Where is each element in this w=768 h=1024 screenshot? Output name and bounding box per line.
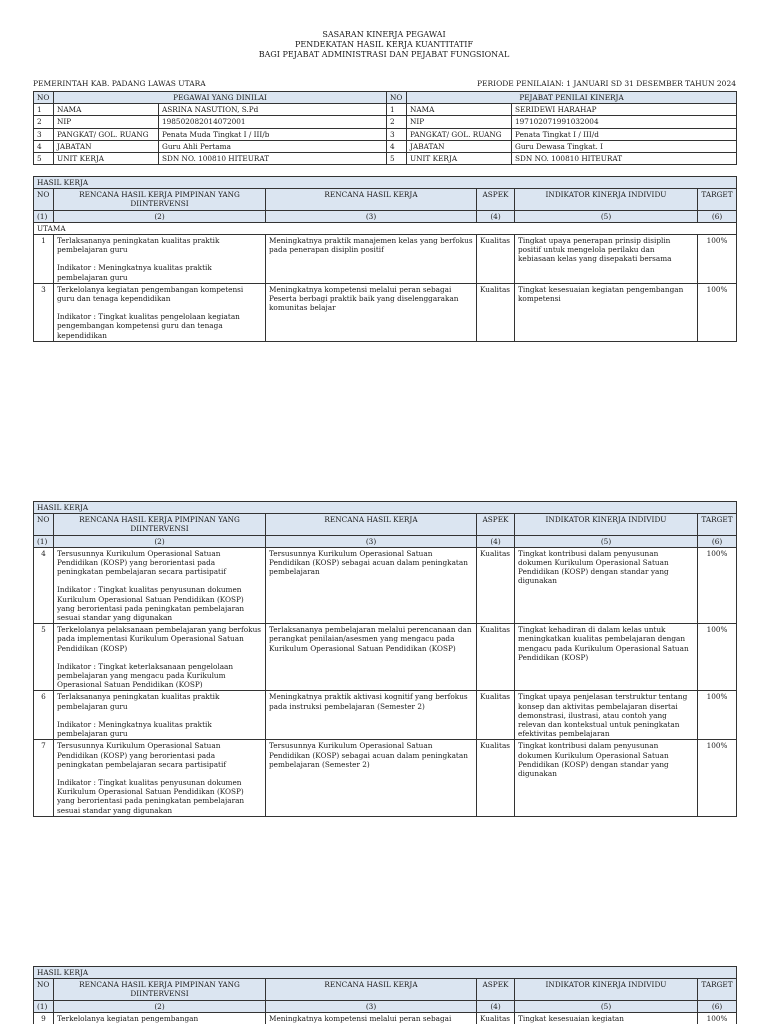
title-line-2: PENDEKATAN HASIL KERJA KUANTITATIF <box>294 40 474 49</box>
row-no: 3 <box>34 283 54 341</box>
iki-cell: Tingkat kontribusi dalam penyusunan dokumen Kurikulum Operasional Satuan Pendidikan (KOSP) dengan standar yang digunakan <box>515 740 698 816</box>
row-label: NIP <box>54 116 159 128</box>
col-target: TARGET <box>698 979 737 1000</box>
pegawai-row <box>34 116 737 128</box>
col-no: NO <box>34 979 54 1000</box>
no-header: NO <box>387 92 407 104</box>
rhk-pimpinan-cell <box>54 691 266 740</box>
pegawai-dinilai-header: PEGAWAI YANG DINILAI <box>54 92 387 104</box>
target-cell: 100% <box>698 1012 737 1024</box>
col-no: NO <box>34 189 54 210</box>
row-label: UNIT KERJA <box>54 153 159 165</box>
rhk-pimpinan-text: Tersusunnya Kurikulum Operasional Satuan Pendidikan (KOSP) yang berorientasi pada peningkatan pembelajaran secara partisipatif <box>57 741 227 769</box>
table-row <box>34 740 737 816</box>
row-value-left: Penata Muda Tingkat I / III/b <box>159 128 387 140</box>
col-indikator: INDIKATOR KINERJA INDIVIDU <box>515 189 698 210</box>
aspek-cell: Kualitas <box>477 691 515 740</box>
rhk-pimpinan-text: Terkelolanya kegiatan pengembangan kompetensi guru dan tenaga kependidikan <box>57 284 244 304</box>
pegawai-row <box>34 140 737 152</box>
col-rhk-pimpinan: RENCANA HASIL KERJA PIMPINAN YANG DIINTERVENSI <box>54 189 266 210</box>
rhk-pimpinan-text: Terlaksananya peningkatan kualitas praktik pembelajaran guru <box>57 692 220 711</box>
utama-label: UTAMA <box>34 222 737 234</box>
row-no: 5 <box>34 624 54 691</box>
column-header-row <box>34 979 737 1000</box>
row-no: 5 <box>387 153 407 165</box>
aspek-cell: Kualitas <box>477 235 515 284</box>
no-header: NO <box>34 92 54 104</box>
rhk-cell: Meningkatnya praktik manajemen kelas yang berfokus pada penerapan disiplin positif <box>266 235 477 284</box>
column-number-row <box>34 535 737 547</box>
iki-cell: Tingkat kesesuaian kegiatan <box>515 1012 698 1024</box>
col-num: (2) <box>54 535 266 547</box>
col-num: (6) <box>698 535 737 547</box>
target-cell: 100% <box>698 691 737 740</box>
aspek-cell: Kualitas <box>477 624 515 691</box>
aspek-cell: Kualitas <box>477 740 515 816</box>
col-num: (4) <box>477 210 515 222</box>
target-cell: 100% <box>698 283 737 341</box>
column-header-row <box>34 514 737 535</box>
table-row <box>34 1012 737 1024</box>
indikator-pimpinan-text: Indikator : Tingkat kualitas penyusunan dokumen Kurikulum Operasional Satuan Pendidikan (KOSP) yang berorientasi pada peningkatan pembelajaran sesuai standar yang digunakan <box>57 585 245 623</box>
meta-row <box>33 79 736 88</box>
target-cell: 100% <box>698 547 737 623</box>
row-label: UNIT KERJA <box>407 153 512 165</box>
aspek-cell: Kualitas <box>477 1012 515 1024</box>
row-value-left: SDN NO. 100810 HITEURAT <box>159 153 387 165</box>
col-rhk-pimpinan: RENCANA HASIL KERJA PIMPINAN YANG DIINTERVENSI <box>54 514 266 535</box>
indikator-pimpinan-text: Indikator : Tingkat kualitas penyusunan dokumen Kurikulum Operasional Satuan Pendidikan (KOSP) yang berorientasi pada peningkatan pembelajaran sesuai standar yang digunakan <box>57 778 245 815</box>
section-title: HASIL KERJA <box>34 502 737 514</box>
hasil-kerja-table-2 <box>33 501 737 817</box>
row-no: 4 <box>387 140 407 152</box>
col-num: (4) <box>477 1000 515 1012</box>
row-value-right: 197102071991032004 <box>512 116 737 128</box>
col-num: (6) <box>698 210 737 222</box>
row-no: 7 <box>34 740 54 816</box>
col-num: (1) <box>34 535 54 547</box>
col-num: (1) <box>34 1000 54 1012</box>
column-number-row <box>34 1000 737 1012</box>
hasil-kerja-table-3 <box>33 966 737 1024</box>
row-no: 3 <box>387 128 407 140</box>
col-num: (3) <box>266 535 477 547</box>
indikator-pimpinan-text: Indikator : Meningkatnya kualitas praktik pembelajaran guru <box>57 719 212 739</box>
row-no: 1 <box>34 104 54 116</box>
rhk-pimpinan-text: Terkelolanya pelaksanaan pembelajaran yang berfokus pada implementasi Kurikulum Operasional Satuan Pendidikan (KOSP) <box>57 625 262 653</box>
hasil-kerja-table-1 <box>33 176 737 342</box>
row-value-right: Penata Tingkat I / III/d <box>512 128 737 140</box>
row-value-left: 198502082014072001 <box>159 116 387 128</box>
row-value-left: Guru Ahli Pertama <box>159 140 387 152</box>
rhk-pimpinan-cell <box>54 624 266 691</box>
table-row <box>34 691 737 740</box>
table-row <box>34 547 737 623</box>
target-cell: 100% <box>698 235 737 284</box>
indikator-pimpinan-text: Indikator : Meningkatnya kualitas praktik pembelajaran guru <box>57 263 212 282</box>
row-value-right: SDN NO. 100810 HITEURAT <box>512 153 737 165</box>
iki-cell: Tingkat kehadiran di dalam kelas untuk meningkatkan kualitas pembelajaran dengan mengacu pada Kurikulum Operasional Satuan Pendidikan (KOSP) <box>515 624 698 691</box>
col-num: (3) <box>266 210 477 222</box>
document-title <box>0 30 768 60</box>
row-no: 4 <box>34 547 54 623</box>
iki-cell: Tingkat upaya penerapan prinsip disiplin positif untuk mengelola perilaku dan kebiasaan kelas yang disepakati bersama <box>515 235 698 284</box>
col-num: (2) <box>54 210 266 222</box>
col-target: TARGET <box>698 189 737 210</box>
column-number-row <box>34 210 737 222</box>
row-label: PANGKAT/ GOL. RUANG <box>407 128 512 140</box>
indikator-pimpinan-text: Indikator : Tingkat keterlaksanaan pengelolaan pembelajaran yang mengacu pada Kurikulum Operasional Satuan Pendidikan (KOSP) <box>57 661 234 690</box>
row-label: NAMA <box>54 104 159 116</box>
title-line-1: SASARAN KINERJA PEGAWAI <box>322 30 446 39</box>
col-num: (5) <box>515 210 698 222</box>
col-num: (4) <box>477 535 515 547</box>
col-num: (1) <box>34 210 54 222</box>
col-indikator: INDIKATOR KINERJA INDIVIDU <box>515 514 698 535</box>
row-no: 5 <box>34 153 54 165</box>
iki-cell: Tingkat upaya penjelasan terstruktur tentang konsep dan aktivitas pembelajaran disertai demonstrasi, ilustrasi, atau contoh yang relevan dan kontekstual untuk peningkatan efektivitas pembelajaran <box>515 691 698 740</box>
rhk-cell: Meningkatnya kompetensi melalui peran sebagai <box>266 1012 477 1024</box>
rhk-cell: Terlaksananya pembelajaran melalui perencanaan dan perangkat penilaian/asesmen yang mengacu pada Kurikulum Operasional Satuan Pendidikan (KOSP) <box>266 624 477 691</box>
col-num: (3) <box>266 1000 477 1012</box>
rhk-pimpinan-text: Tersusunnya Kurikulum Operasional Satuan Pendidikan (KOSP) yang berorientasi pada peningkatan pembelajaran secara partisipatif <box>57 548 227 577</box>
rhk-cell: Tersusunnya Kurikulum Operasional Satuan Pendidikan (KOSP) sebagai acuan dalam peningkatan pembelajaran <box>266 547 477 623</box>
rhk-pimpinan-cell: Terkelolanya kegiatan pengembangan <box>54 1012 266 1024</box>
row-no: 1 <box>34 235 54 284</box>
aspek-cell: Kualitas <box>477 547 515 623</box>
col-aspek: ASPEK <box>477 189 515 210</box>
title-line-3: BAGI PEJABAT ADMINISTRASI DAN PEJABAT FUNGSIONAL <box>258 50 510 59</box>
rhk-pimpinan-cell <box>54 283 266 341</box>
row-no: 3 <box>34 128 54 140</box>
col-aspek: ASPEK <box>477 979 515 1000</box>
row-no: 9 <box>34 1012 54 1024</box>
col-rhk: RENCANA HASIL KERJA <box>266 514 477 535</box>
iki-cell: Tingkat kesesuaian kegiatan pengembangan kompetensi <box>515 283 698 341</box>
col-target: TARGET <box>698 514 737 535</box>
rhk-cell: Tersusunnya Kurikulum Operasional Satuan Pendidikan (KOSP) sebagai acuan dalam peningkatan pembelajaran (Semester 2) <box>266 740 477 816</box>
row-value-right: Guru Dewasa Tingkat. I <box>512 140 737 152</box>
rhk-pimpinan-cell <box>54 740 266 816</box>
col-rhk: RENCANA HASIL KERJA <box>266 979 477 1000</box>
agency-label: PEMERINTAH KAB. PADANG LAWAS UTARA <box>33 79 206 88</box>
pegawai-row <box>34 104 737 116</box>
target-cell: 100% <box>698 740 737 816</box>
row-label: NIP <box>407 116 512 128</box>
row-no: 1 <box>387 104 407 116</box>
row-label: JABATAN <box>407 140 512 152</box>
iki-cell: Tingkat kontribusi dalam penyusunan dokumen Kurikulum Operasional Satuan Pendidikan (KOSP) dengan standar yang digunakan <box>515 547 698 623</box>
pegawai-header-row <box>34 92 737 104</box>
section-title: HASIL KERJA <box>34 967 737 979</box>
table-row <box>34 235 737 284</box>
target-cell: 100% <box>698 624 737 691</box>
rhk-pimpinan-cell <box>54 235 266 284</box>
pejabat-penilai-header: PEJABAT PENILAI KINERJA <box>407 92 737 104</box>
pegawai-row <box>34 153 737 165</box>
table-row <box>34 624 737 691</box>
pegawai-row <box>34 128 737 140</box>
col-no: NO <box>34 514 54 535</box>
rhk-cell: Meningkatnya praktik aktivasi kognitif yang berfokus pada instruksi pembelajaran (Semester 2) <box>266 691 477 740</box>
section-title: HASIL KERJA <box>34 177 737 189</box>
column-header-row <box>34 189 737 210</box>
col-num: (2) <box>54 1000 266 1012</box>
col-num: (6) <box>698 1000 737 1012</box>
row-no: 6 <box>34 691 54 740</box>
col-rhk-pimpinan: RENCANA HASIL KERJA PIMPINAN YANG DIINTERVENSI <box>54 979 266 1000</box>
row-label: NAMA <box>407 104 512 116</box>
col-num: (5) <box>515 1000 698 1012</box>
aspek-cell: Kualitas <box>477 283 515 341</box>
row-value-left: ASRINA NASUTION, S.Pd <box>159 104 387 116</box>
table-row <box>34 283 737 341</box>
row-value-right: SERIDEWI HARAHAP <box>512 104 737 116</box>
col-indikator: INDIKATOR KINERJA INDIVIDU <box>515 979 698 1000</box>
rhk-pimpinan-cell <box>54 547 266 623</box>
rhk-pimpinan-text: Terlaksananya peningkatan kualitas praktik pembelajaran guru <box>57 236 220 255</box>
row-no: 4 <box>34 140 54 152</box>
col-num: (5) <box>515 535 698 547</box>
col-aspek: ASPEK <box>477 514 515 535</box>
row-label: PANGKAT/ GOL. RUANG <box>54 128 159 140</box>
rhk-cell: Meningkatnya kompetensi melalui peran sebagai Peserta berbagi praktik baik yang diselenggarakan komunitas belajar <box>266 283 477 341</box>
pegawai-table <box>33 91 737 165</box>
row-no: 2 <box>34 116 54 128</box>
row-no: 2 <box>387 116 407 128</box>
col-rhk: RENCANA HASIL KERJA <box>266 189 477 210</box>
row-label: JABATAN <box>54 140 159 152</box>
period-label: PERIODE PENILAIAN: 1 JANUARI SD 31 DESEMBER TAHUN 2024 <box>477 79 736 88</box>
indikator-pimpinan-text: Indikator : Tingkat kualitas pengelolaan kegiatan pengembangan kompetensi guru dan tenaga kependidikan <box>57 312 240 340</box>
